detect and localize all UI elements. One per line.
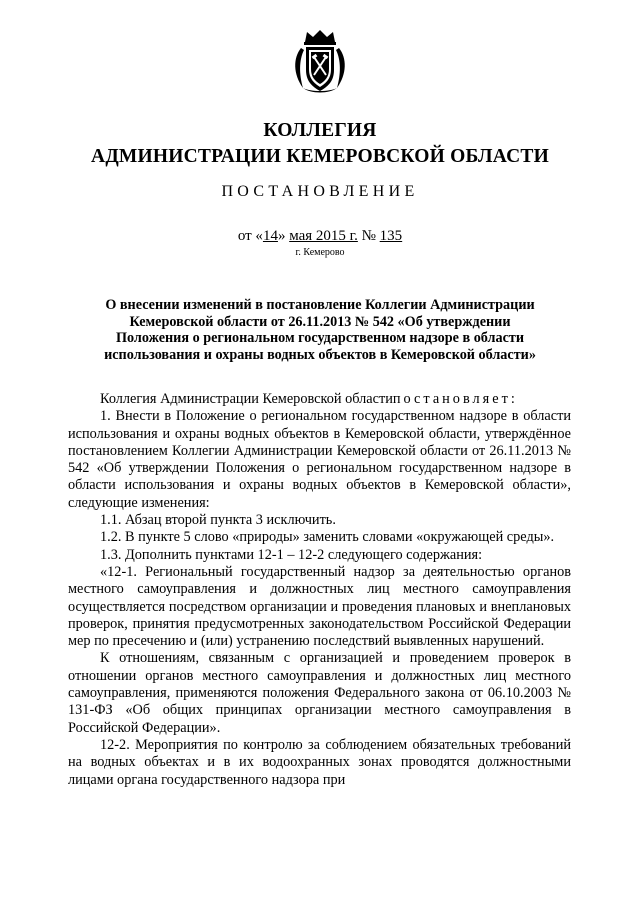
document-type: ПОСТАНОВЛЕНИЕ [221, 183, 419, 200]
paragraph-12-2: 12-2. Мероприятия по контролю за соблюдением обязательных требований на водных объектах и в их водоохранных зонах проводятся должностными лицами органа государственного надзора при [68, 736, 571, 788]
date-number-line [0, 227, 640, 245]
paragraph-12-1: «12-1. Региональный государственный надзор за деятельностью органов местного самоуправления и должностных лиц местного самоуправления осуществляется посредством организации и проведения плановых и внеплановых проверок, принятия предусмотренных законодательством Российской Федерации мер по пресечению и (или) устранению последствий выявленных нарушений. [68, 563, 571, 650]
number-sign: № [361, 228, 376, 244]
paragraph-1-3: 1.3. Дополнить пунктами 12-1 – 12-2 следующего содержания: [100, 546, 483, 563]
paragraph-12-1-b: К отношениям, связанным с организацией и проведением проверок в отношении органов местного самоуправления и должностных лиц местного самоуправления, применяются положения Федерального закона от 06.10.2003 № 131-ФЗ «Об общих принципах организации местного самоуправления в Российской Федерации». [68, 650, 571, 736]
intro-text: Коллегия Администрации Кемеровской области [100, 391, 393, 407]
date-month-year: мая 2015 г. [289, 228, 358, 244]
org-title-line2: АДМИНИСТРАЦИИ КЕМЕРОВСКОЙ ОБЛАСТИ [91, 146, 549, 167]
document-body [68, 391, 571, 789]
org-title-line1: КОЛЛЕГИЯ [263, 120, 377, 141]
city: г. Кемерово [295, 247, 345, 258]
date-prefix: от « [237, 228, 263, 244]
intro-paragraph [68, 391, 571, 408]
kemerovo-coat-of-arms-icon [289, 30, 351, 96]
paragraph-1-1: 1.1. Абзац второй пункта 3 исключить. [100, 512, 336, 529]
paragraph-1-2: 1.2. В пункте 5 слово «природы» заменить словами «окружающей среды». [100, 529, 555, 546]
intro-resolves: постановляет: [392, 391, 518, 407]
date-day: 14 [262, 228, 278, 244]
date-mid: » [277, 228, 286, 244]
document-subject: О внесении изменений в постановление Коллегии Администрации Кемеровской области от 26.11.2013 № 542 «Об утверждении Положения о региональном государственном надзоре в области использования и охраны водных объектов в Кемеровской области» [104, 297, 536, 363]
paragraph-1: 1. Внести в Положение о региональном государственном надзоре в области использования и охраны водных объектов в Кемеровской области, утверждённое постановлением Коллегии Администрации Кемеровской области от 26.11.2013 № 542 «Об утверждении Положения о региональном государственном надзоре в области использования и охраны водных объектов в Кемеровской области», следующие изменения: [68, 408, 571, 511]
document-number: 135 [379, 228, 403, 244]
